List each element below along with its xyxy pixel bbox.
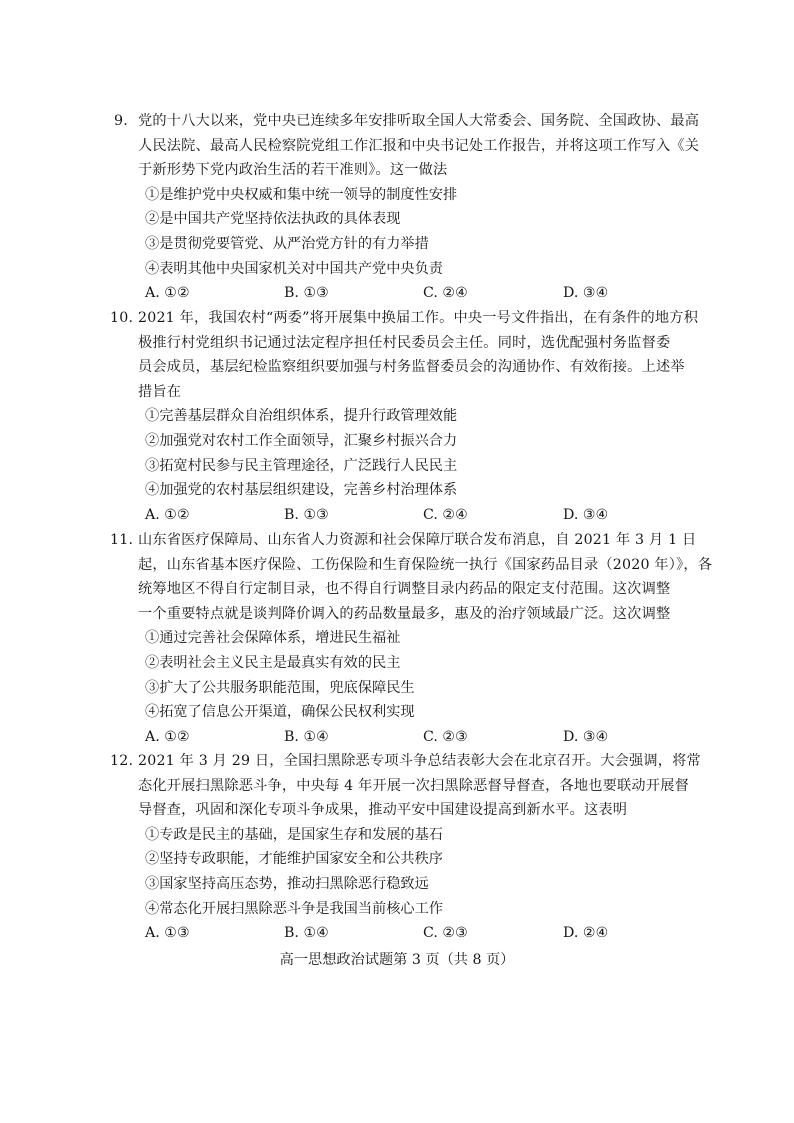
choice-d[interactable]: D. ②④ bbox=[563, 925, 609, 942]
statement-option-2: ②加强党对农村工作全面领导，汇聚乡村振兴合力 bbox=[145, 432, 458, 449]
question-stem-line: 极推行村党组织书记通过法定程序担任村民委员会主任。同时，选优配强村务监督委 bbox=[138, 334, 671, 351]
question-stem-line: 于新形势下党内政治生活的若干准则》。这一做法 bbox=[138, 162, 448, 179]
page-footer: 高一思想政治试题第 3 页（共 8 页） bbox=[279, 952, 515, 968]
choice-c[interactable]: C. ②④ bbox=[423, 285, 468, 302]
statement-option-4: ④拓宽了信息公开渠道，确保公民权利实现 bbox=[145, 704, 415, 721]
question-stem-line bbox=[110, 528, 697, 553]
choice-b[interactable]: B. ①③ bbox=[284, 285, 329, 302]
question-stem-line: 态化开展扫黑除恶斗争，中央每 4 年开展一次扫黑除恶督导督查，各地也要联动开展督 bbox=[138, 777, 689, 794]
statement-option-1: ①完善基层群众自治组织体系，提升行政管理效能 bbox=[145, 408, 458, 425]
choice-a[interactable]: A. ①② bbox=[145, 506, 190, 523]
question-number: 11. bbox=[110, 532, 134, 548]
answer-choices bbox=[145, 725, 666, 750]
answer-choices bbox=[145, 503, 666, 528]
choice-a[interactable]: A. ①② bbox=[145, 285, 190, 302]
statement-option-2: ②坚持专政职能，才能维护国家安全和公共秩序 bbox=[145, 851, 443, 868]
choice-c[interactable]: C. ②③ bbox=[423, 925, 468, 942]
stem-text: 山东省医疗保障局、山东省人力资源和社会保障厅联合发布消息，自 2021 年 3 月 1 日 bbox=[138, 532, 697, 548]
question-number: 12. bbox=[110, 753, 134, 769]
choice-d[interactable]: D. ③④ bbox=[563, 285, 609, 302]
question-stem-line bbox=[114, 109, 700, 134]
choice-a[interactable]: A. ①② bbox=[145, 728, 190, 745]
statement-option-3: ③拓宽村民参与民主管理途径，广泛践行人民民主 bbox=[145, 457, 458, 474]
question-stem-line: 统筹地区不得自行定制目录，也不得自行调整目录内药品的限定支付范围。这次调整 bbox=[138, 581, 671, 598]
statement-option-3: ③国家坚持高压态势，推动扫黑除恶行稳致远 bbox=[145, 875, 429, 892]
choice-d[interactable]: D. ③④ bbox=[563, 728, 609, 745]
question-stem-line: 措旨在 bbox=[138, 383, 182, 400]
choice-d[interactable]: D. ③④ bbox=[563, 506, 609, 523]
question-9 bbox=[114, 109, 700, 306]
question-stem-line bbox=[110, 749, 701, 774]
statement-option-4: ④加强党的农村基层组织建设，完善乡村治理体系 bbox=[145, 482, 458, 499]
question-11 bbox=[110, 528, 713, 749]
statement-option-3: ③是贯彻党要管党、从严治党方针的有力举措 bbox=[145, 235, 429, 252]
choice-a[interactable]: A. ①③ bbox=[145, 925, 190, 942]
question-stem-line: 一个重要特点就是谈判降价调入的药品数量最多，惠及的治疗领域最广泛。这次调整 bbox=[138, 605, 671, 622]
stem-text: 党的十八大以来，党中央已连续多年安排听取全国人大常委会、国务院、全国政协、最高 bbox=[138, 113, 700, 129]
question-stem-line: 起，山东省基本医疗保险、工伤保险和生育保险统一执行《国家药品目录（2020 年）》，各 bbox=[138, 556, 713, 573]
statement-option-1: ①专政是民主的基础，是国家生存和发展的基石 bbox=[145, 826, 443, 843]
statement-option-4: ④表明其他中央国家机关对中国共产党中央负责 bbox=[145, 260, 443, 277]
statement-option-3: ③扩大了公共服务职能范围，兜底保障民生 bbox=[145, 679, 415, 696]
answer-choices bbox=[145, 921, 666, 946]
question-stem-line: 人民法院、最高人民检察院党组工作汇报和中央书记处工作报告，并将这项工作写入《关 bbox=[138, 137, 700, 154]
statement-option-2: ②是中国共产党坚持依法执政的具体表现 bbox=[145, 211, 401, 228]
question-number: 10. bbox=[110, 310, 134, 326]
answer-choices bbox=[145, 281, 666, 306]
stem-text: 2021 年 3 月 29 日，全国扫黑除恶专项斗争总结表彰大会在北京召开。大会强调，将常 bbox=[138, 753, 701, 769]
statement-option-1: ①通过完善社会保障体系，增进民生福祉 bbox=[145, 630, 401, 647]
choice-c[interactable]: C. ②③ bbox=[423, 728, 468, 745]
question-10 bbox=[110, 306, 699, 527]
statement-option-1: ①是维护党中央权威和集中统一领导的制度性安排 bbox=[145, 186, 458, 203]
statement-option-2: ②表明社会主义民主是最真实有效的民主 bbox=[145, 654, 401, 671]
question-stem-line bbox=[110, 306, 699, 331]
choice-c[interactable]: C. ②④ bbox=[423, 506, 468, 523]
question-stem-line: 员会成员，基层纪检监察组织要加强与村务监督委员会的沟通协作、有效衔接。上述举 bbox=[138, 359, 685, 376]
stem-text: 2021 年，我国农村“两委”将开展集中换届工作。中央一号文件指出，在有条件的地方积 bbox=[138, 310, 699, 326]
question-stem-line: 导督查，巩固和深化专项斗争成果，推动平安中国建设提高到新水平。这表明 bbox=[138, 802, 628, 819]
choice-b[interactable]: B. ①④ bbox=[284, 728, 329, 745]
question-12 bbox=[110, 749, 701, 946]
choice-b[interactable]: B. ①③ bbox=[284, 506, 329, 523]
choice-b[interactable]: B. ①④ bbox=[284, 925, 329, 942]
statement-option-4: ④常态化开展扫黑除恶斗争是我国当前核心工作 bbox=[145, 900, 443, 917]
question-number: 9. bbox=[114, 113, 128, 129]
